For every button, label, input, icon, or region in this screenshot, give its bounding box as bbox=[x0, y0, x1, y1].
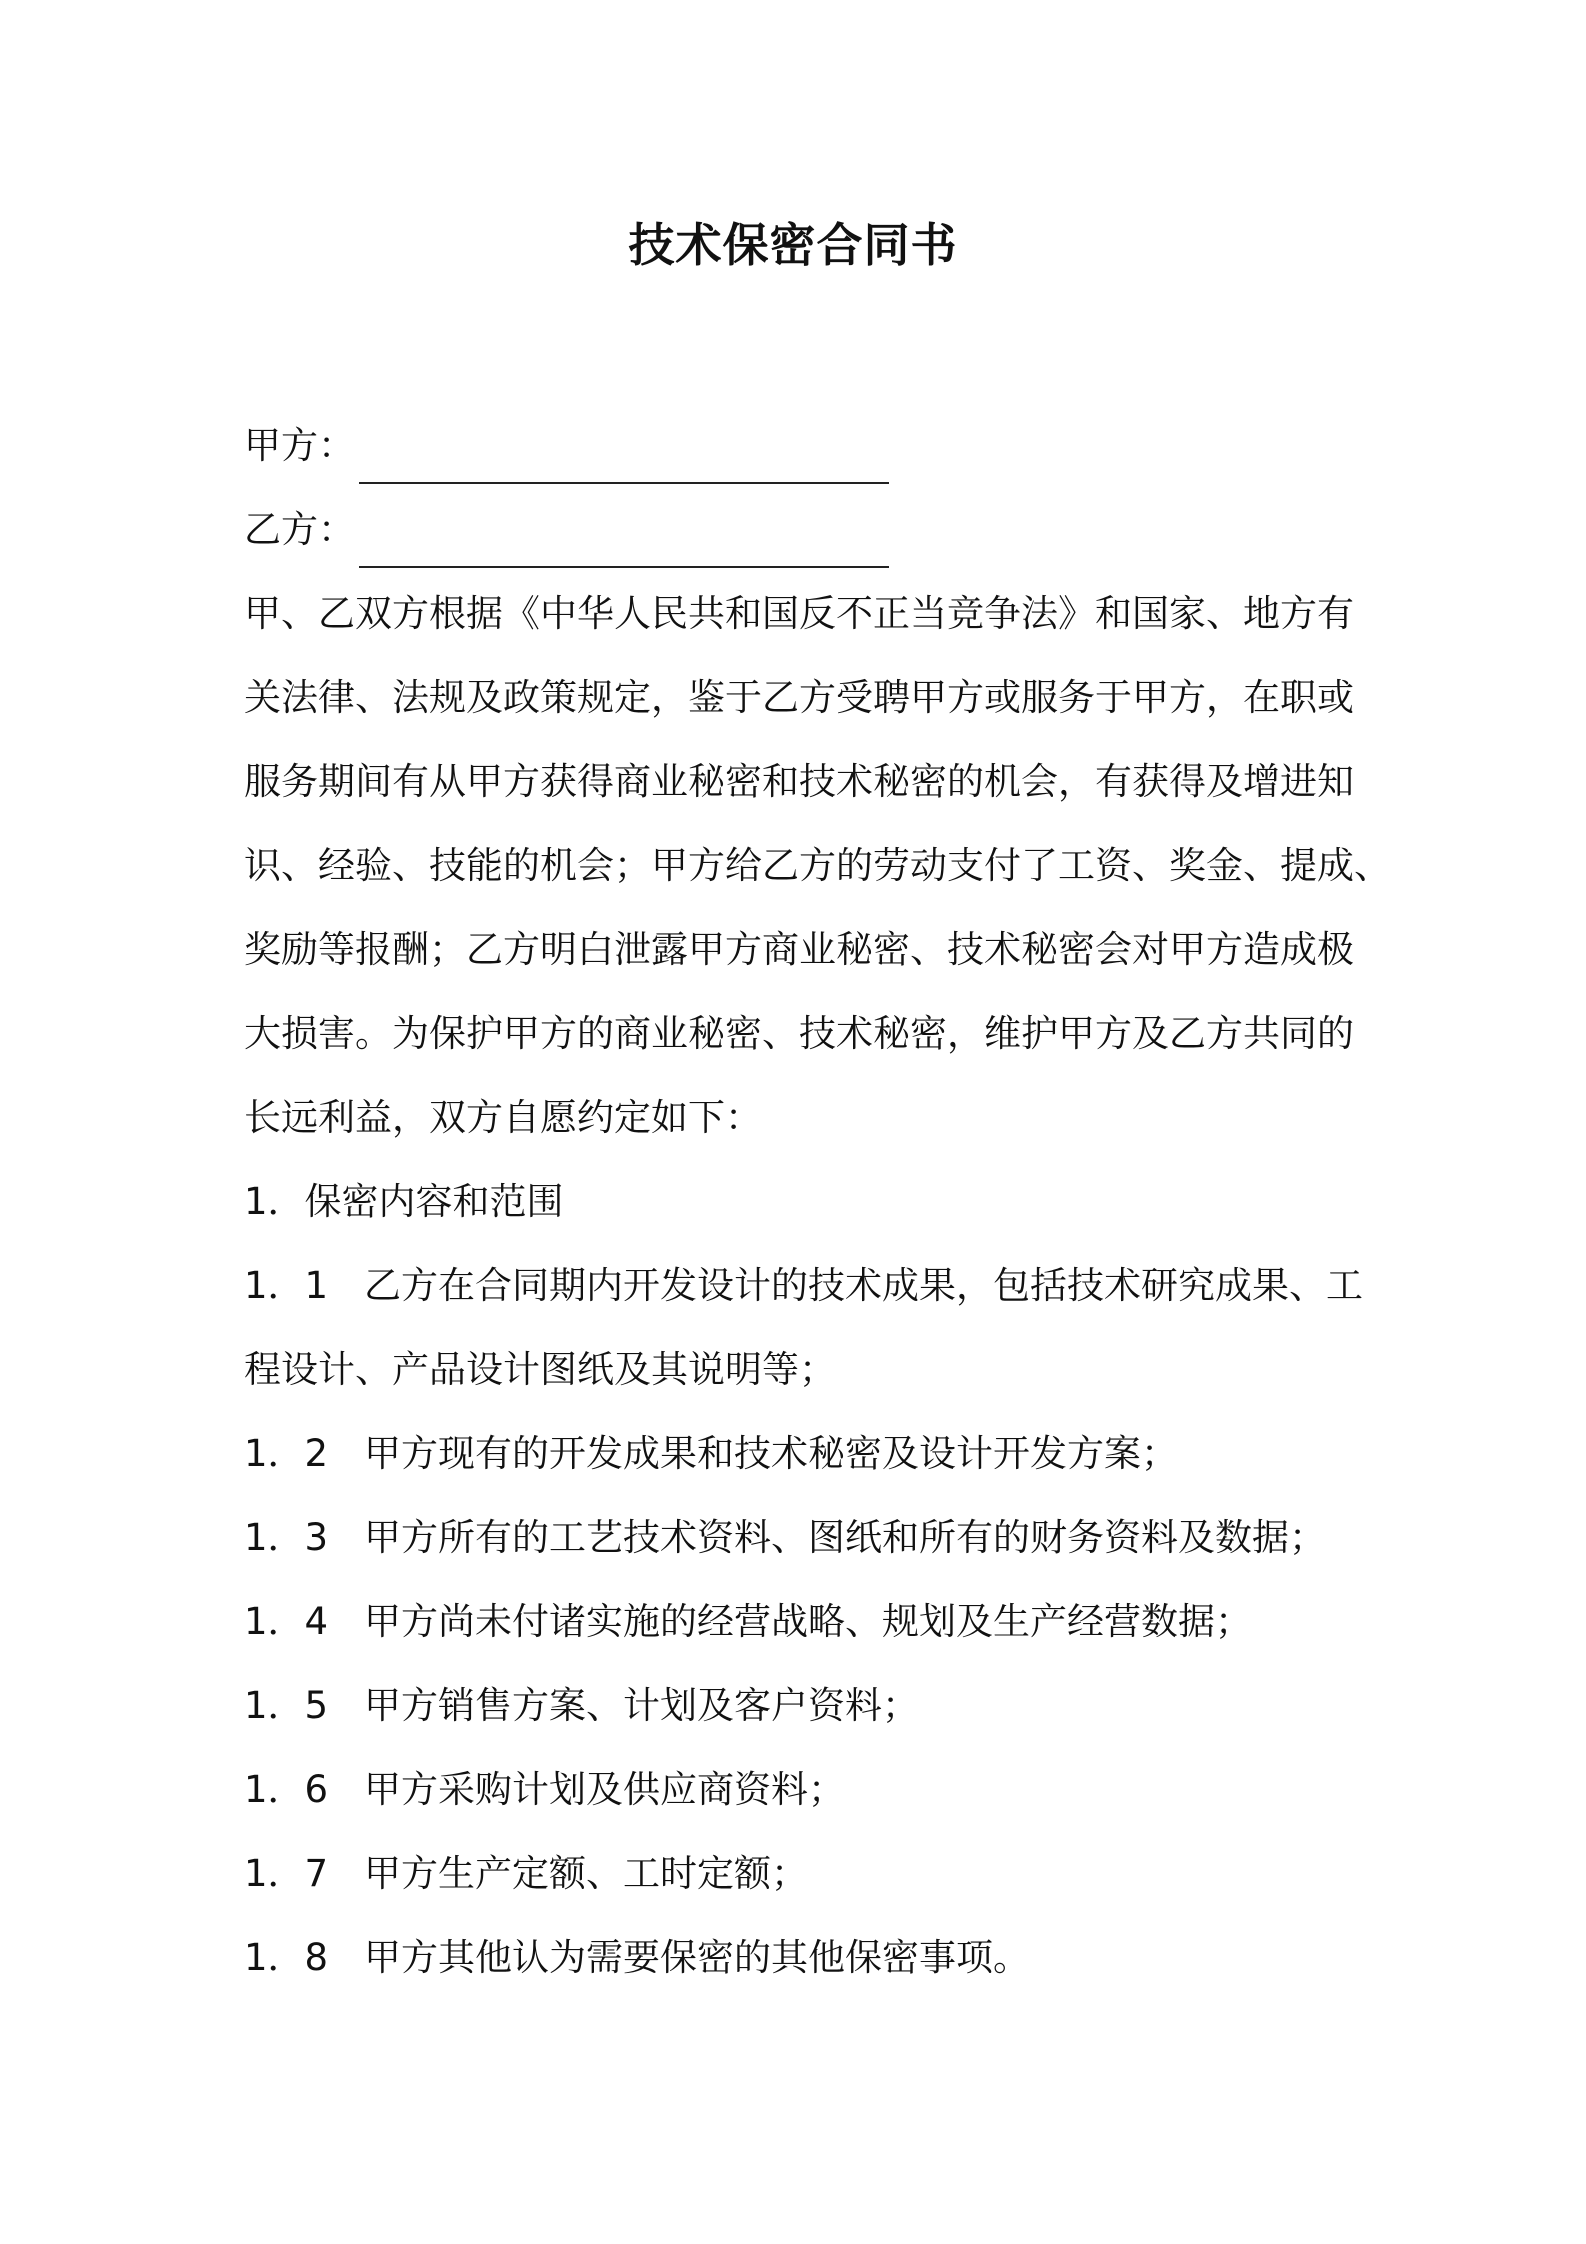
party-a-line bbox=[244, 404, 1364, 488]
clause-item bbox=[244, 1916, 1364, 2000]
intro-paragraph bbox=[244, 572, 1391, 1160]
clause-item bbox=[244, 1580, 1364, 1664]
clause-text: 甲方生产定额、工时定额； bbox=[364, 1852, 808, 1895]
intro-line: 大损害。为保护甲方的商业秘密、技术秘密，维护甲方及乙方共同的 bbox=[244, 1012, 1354, 1055]
intro-line: 长远利益，双方自愿约定如下： bbox=[244, 1096, 762, 1139]
clause-continuation: 程设计、产品设计图纸及其说明等； bbox=[244, 1348, 836, 1391]
clause-item bbox=[244, 1664, 1364, 1748]
party-b-line bbox=[244, 488, 1364, 572]
party-b-blank bbox=[359, 506, 889, 568]
clause-text: 甲方所有的工艺技术资料、图纸和所有的财务资料及数据； bbox=[364, 1516, 1326, 1559]
intro-line: 关法律、法规及政策规定，鉴于乙方受聘甲方或服务于甲方，在职或 bbox=[244, 676, 1354, 719]
intro-line: 识、经验、技能的机会；甲方给乙方的劳动支付了工资、奖金、提成、 bbox=[244, 844, 1391, 887]
clause-number: 1．8 bbox=[244, 1936, 329, 1979]
clause-number: 1．1 bbox=[244, 1264, 329, 1307]
clause-text: 甲方现有的开发成果和技术秘密及设计开发方案； bbox=[364, 1432, 1178, 1475]
clause-text: 甲方其他认为需要保密的其他保密事项。 bbox=[364, 1936, 1030, 1979]
clause-item bbox=[244, 1832, 1364, 1916]
clause-text: 甲方销售方案、计划及客户资料； bbox=[364, 1684, 919, 1727]
document-body bbox=[244, 404, 1391, 2000]
clause-number: 1．3 bbox=[244, 1516, 329, 1559]
clause-number: 1．4 bbox=[244, 1600, 329, 1643]
clause-item bbox=[244, 1412, 1364, 1496]
clause-text: 甲方采购计划及供应商资料； bbox=[364, 1768, 845, 1811]
party-a-blank bbox=[359, 422, 889, 484]
intro-line: 奖励等报酬；乙方明白泄露甲方商业秘密、技术秘密会对甲方造成极 bbox=[244, 928, 1354, 971]
clause-item bbox=[244, 1748, 1364, 1832]
clause-number: 1．5 bbox=[244, 1684, 329, 1727]
clause-number: 1．2 bbox=[244, 1432, 329, 1475]
clause-number: 1．7 bbox=[244, 1852, 329, 1895]
intro-line: 甲、乙双方根据《中华人民共和国反不正当竞争法》和国家、地方有 bbox=[244, 592, 1354, 635]
clause-number: 1．6 bbox=[244, 1768, 329, 1811]
party-b-label: 乙方： bbox=[244, 508, 355, 551]
clause-text: 乙方在合同期内开发设计的技术成果，包括技术研究成果、工 bbox=[364, 1264, 1363, 1307]
clause-text: 甲方尚未付诸实施的经营战略、规划及生产经营数据； bbox=[364, 1600, 1252, 1643]
party-a-label: 甲方： bbox=[244, 424, 355, 467]
section-heading: 1．保密内容和范围 bbox=[244, 1180, 564, 1223]
document-title: 技术保密合同书 bbox=[628, 218, 958, 272]
clause-item bbox=[244, 1496, 1364, 1580]
clause-item bbox=[244, 1244, 1364, 1328]
intro-line: 服务期间有从甲方获得商业秘密和技术秘密的机会，有获得及增进知 bbox=[244, 760, 1354, 803]
